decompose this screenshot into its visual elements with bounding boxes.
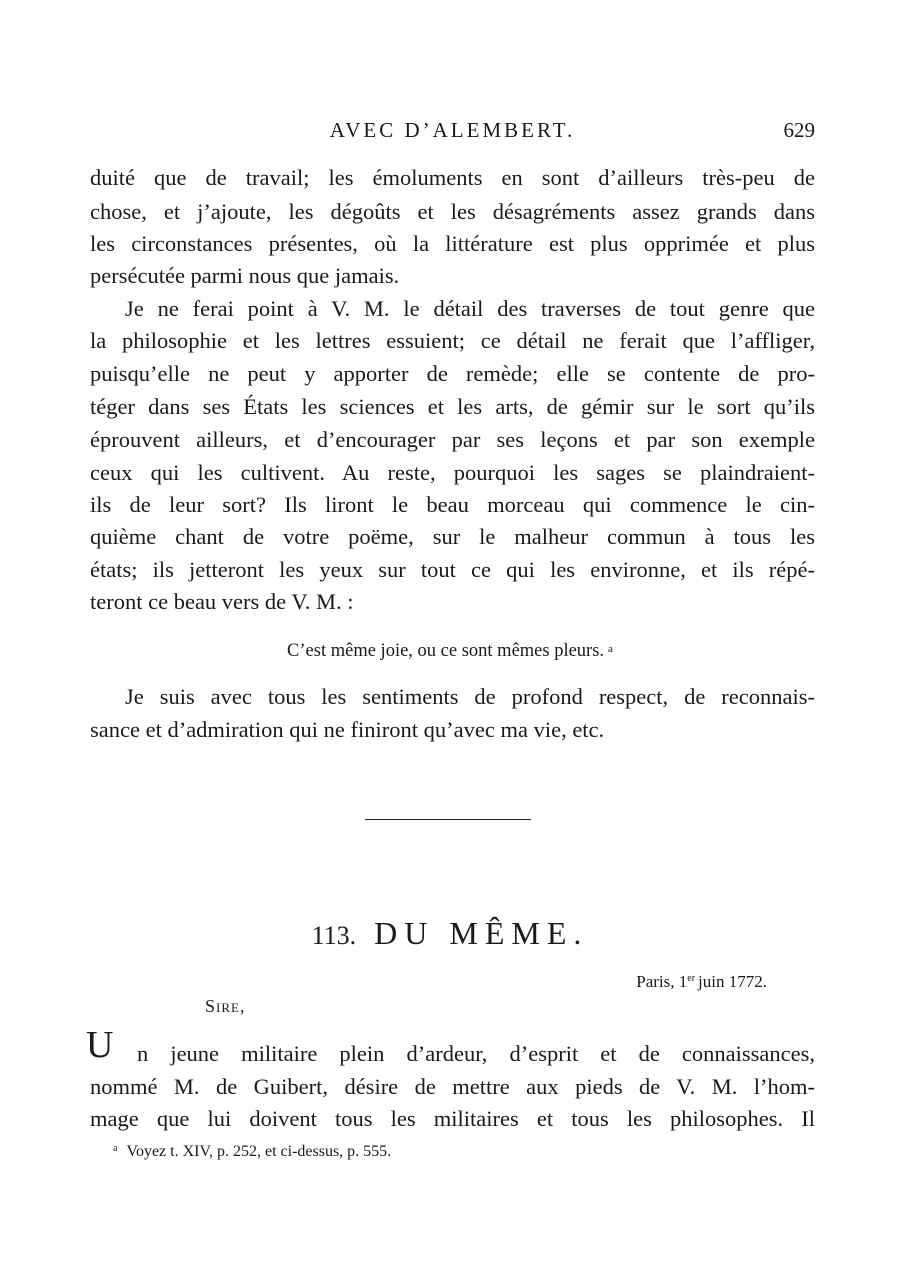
dateline-date: juin 1772.: [698, 972, 767, 991]
footnote-reference: a: [608, 643, 613, 655]
paragraph-2-line-1: Je ne ferai point à V. M. le détail des traverses de tout genre que: [125, 296, 815, 321]
section-title: DU MÊME.: [374, 915, 589, 951]
dateline-superscript: er: [687, 973, 696, 984]
footnote-text: Voyez t. XIV, p. 252, et ci-dessus, p. 555.: [126, 1143, 392, 1160]
paragraph-4-line-3: mage que lui doivent tous les militaires et tous les philosophes. Il: [90, 1106, 815, 1131]
paragraph-2-line-7: ils de leur sort? Ils liront le beau morceau qui commence le cin-: [90, 492, 815, 517]
section-separator: [365, 819, 531, 820]
paragraph-2-line-10: teront ce beau vers de V. M. :: [90, 589, 354, 614]
paragraph-3-line-2: sance et d’admiration qui ne finiront qu’avec ma vie, etc.: [90, 717, 605, 742]
footnote: [113, 1143, 391, 1161]
paragraph-4-line-1: n jeune militaire plein d’ardeur, d’esprit et de connaissances,: [137, 1041, 815, 1066]
running-head: [90, 118, 815, 150]
dateline-place: Paris, 1: [636, 972, 688, 991]
footnote-marker: a: [113, 1143, 118, 1154]
running-title: AVEC D’ALEMBERT.: [329, 118, 576, 142]
section-number: 113.: [311, 921, 357, 950]
paragraph-1-line-2: chose, et j’ajoute, les dégoûts et les désagréments assez grands dans: [90, 199, 815, 224]
paragraph-4-line-2: nommé M. de Guibert, désire de mettre aux pieds de V. M. l’hom-: [90, 1074, 815, 1099]
salutation: Sire,: [205, 996, 246, 1016]
dateline: [636, 972, 767, 992]
paragraph-2-line-8: quième chant de votre poëme, sur le malheur commun à tous les: [90, 524, 815, 549]
verse-quotation: [0, 636, 900, 664]
paragraph-1-line-3: les circonstances présentes, où la littérature est plus opprimée et plus: [90, 231, 815, 256]
paragraph-2-line-4: téger dans ses États les sciences et les arts, de gémir sur le sort qu’ils: [90, 394, 815, 419]
paragraph-2-line-5: éprouvent ailleurs, et d’encourager par ses leçons et par son exemple: [90, 427, 815, 452]
verse-text: C’est même joie, ou ce sont mêmes pleurs.: [287, 641, 605, 661]
section-heading: [0, 915, 900, 952]
paragraph-2-line-2: la philosophie et les lettres essuient; ce détail ne ferait que l’affliger,: [90, 328, 815, 353]
paragraph-2-line-9: états; ils jetteront les yeux sur tout ce qui les environne, et ils répé-: [90, 557, 815, 582]
paragraph-2-line-6: ceux qui les cultivent. Au reste, pourquoi les sages se plaindraient-: [90, 460, 815, 485]
page-number: 629: [783, 118, 815, 142]
paragraph-2-line-3: puisqu’elle ne peut y apporter de remède; elle se contente de pro-: [90, 361, 815, 386]
paragraph-1-line-4: persécutée parmi nous que jamais.: [90, 263, 400, 288]
initial-letter: U: [86, 1024, 114, 1066]
paragraph-1-line-1: duité que de travail; les émoluments en sont d’ailleurs très-peu de: [90, 165, 815, 190]
paragraph-3-line-1: Je suis avec tous les sentiments de profond respect, de reconnais-: [125, 684, 815, 709]
